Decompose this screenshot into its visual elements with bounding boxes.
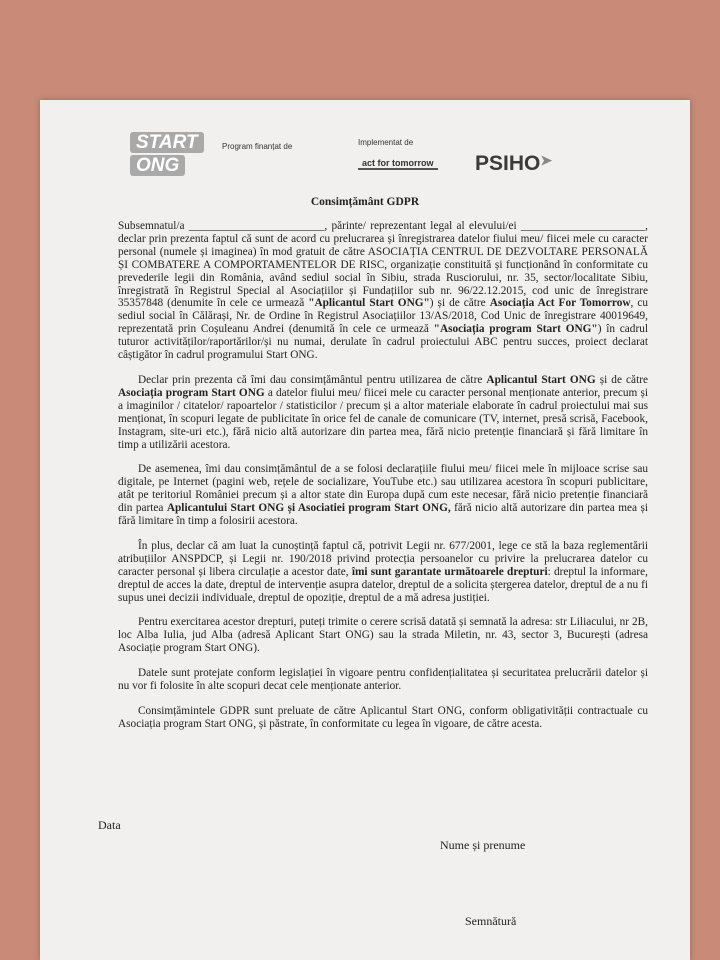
psiho-logo-text: PSIHO	[475, 152, 541, 175]
paragraph-declarations-consent: De asemenea, îmi dau consimțământul de a se folosi declarațiile fiului meu/ fiicei mele în mijloace scrise sau digitale, pe Internet (pagini web, rețele de socializare, YouTube etc.) sau utilizarea acestora în scopuri publicitare, atât pe teritoriul României precum și a altor state din Europa după cum este necesar, fără nicio pretenție financiară din partea Aplicantului Start ONG și Asociatiei program Start ONG, fără nicio altă autorizare din partea mea și fără limitare în timp a folosirii acestora.	[118, 463, 648, 528]
document-body	[118, 220, 648, 743]
funded-by-label: Program finanțat de	[222, 142, 293, 151]
date-label: Data	[98, 818, 121, 832]
paragraph-usage-consent: Declar prin prezenta că îmi dau consimțământul pentru utilizarea de către Aplicantul Start ONG și de către Asociația program Start ONG a datelor fiului meu/ fiicei mele cu caracter personal menționate anterior, precum și a imaginilor / citatelor/ rapoartelor / statisticilor / precum și a altor materiale elaborate în cadrul proiectului mai sus menționat, în scopuri legate de publicitate în orice fel de canale de comunicare (TV, internet, presă scrisă, Facebook, Instagram, site-uri etc.), fără nicio altă autorizare din partea mea, fără nicio pretenție financiară și fără limitare în timp a utilizării acestora.	[118, 373, 648, 451]
act-for-tomorrow-logo: act for tomorrow	[358, 158, 438, 170]
paragraph-consent-intro: Subsemnatul/a ________________________, părinte/ reprezentant legal al elevului/ei ______________________, declar prin prezenta faptul că sunt de acord cu prelucrarea și înregistrarea datelor fiului meu/ fiicei mele cu caracter personal (numele și imaginea) în mod gratuit de către ASOCIAȚIA CENTRUL DE DEZVOLTARE PERSONALĂ ȘI COMBATERE A COMPORTAMENTELOR DE RISC, organizație constituită și funcționând în conformitate cu prevederile legii din România, având sediul social în Sibiu, strada Rusciorului, nr. 35, sector/localitate Sibiu, înregistrată în Registrul Special al Asociațiilor și Fundațiilor sub nr. 96/22.12.2015, cod unic de înregistrare 35357848 (denumite în cele ce urmează "Aplicantul Start ONG") și de către Asociația Act For Tomorrow, cu sediul social în Călărași, Nr. de Ordine în Registrul Asociațiilor 13/AS/2018, Cod Unic de înregistrare 40019649, reprezentată prin Coșuleanu Andrei (denumită în cele ce urmează "Asociația program Start ONG") în cadrul tuturor activităților/raportărilor/și nu numai, derulate în cadrul proiectului ABC pentru succes, proiect declarat câștigător în cadrul programului Start ONG.	[118, 220, 649, 362]
paragraph-rights: În plus, declar că am luat la cunoștință faptul că, potrivit Legii nr. 677/2001, lege ce stă la baza reglementării atribuțiilor ANSPDCP, și Legii nr. 190/2018 privind protecția persoanelor cu privire la prelucrarea datelor cu caracter personal și libera circulație a acestor date, îmi sunt garantate următoarele drepturi: dreptul la informare, dreptul de acces la date, dreptul de intervenție asupra datelor, dreptul de a solicita ștergerea datelor, dreptul de a nu fi supus unei decizii individuale, dreptul de opoziție, dreptul de a mă adresa justiției.	[118, 539, 648, 604]
psiho-logo	[475, 152, 552, 176]
paragraph-contact: Pentru exercitarea acestor drepturi, puteți trimite o cerere scrisă datată și semnată la adresa: str Liliacului, nr 2B, loc Alba Iulia, jud Alba (adresă Aplicant Start ONG) sau la strada Miletin, nr. 43, sector 3, București (adresa Asociație program Start ONG).	[118, 616, 648, 655]
paragraph-protection: Datele sunt protejate conform legislației în vigoare pentru confidențialitatea și securitatea prelucrării datelor și nu vor fi folosite în alte scopuri decat cele menționate anterior.	[118, 667, 648, 693]
start-ong-logo	[130, 132, 210, 174]
implemented-by-label: Implementat de	[358, 138, 414, 147]
document-header	[40, 114, 690, 184]
signature-label: Semnătură	[465, 914, 517, 928]
start-ong-logo-text-1: START	[130, 132, 204, 153]
gdpr-consent-page	[40, 100, 690, 960]
full-name-label: Nume și prenume	[440, 838, 526, 852]
start-ong-logo-text-2: ONG	[130, 155, 185, 176]
paragraph-storage: Consimțămintele GDPR sunt preluate de către Aplicantul Start ONG, conform obligativității contractuale cu Asociația program Start ONG, și păstrate, în conformitate cu legea în vigoare, de către acesta.	[118, 705, 648, 730]
psiho-mark-icon: ➤	[540, 152, 553, 168]
document-title: Consimțământ GDPR	[310, 196, 420, 208]
